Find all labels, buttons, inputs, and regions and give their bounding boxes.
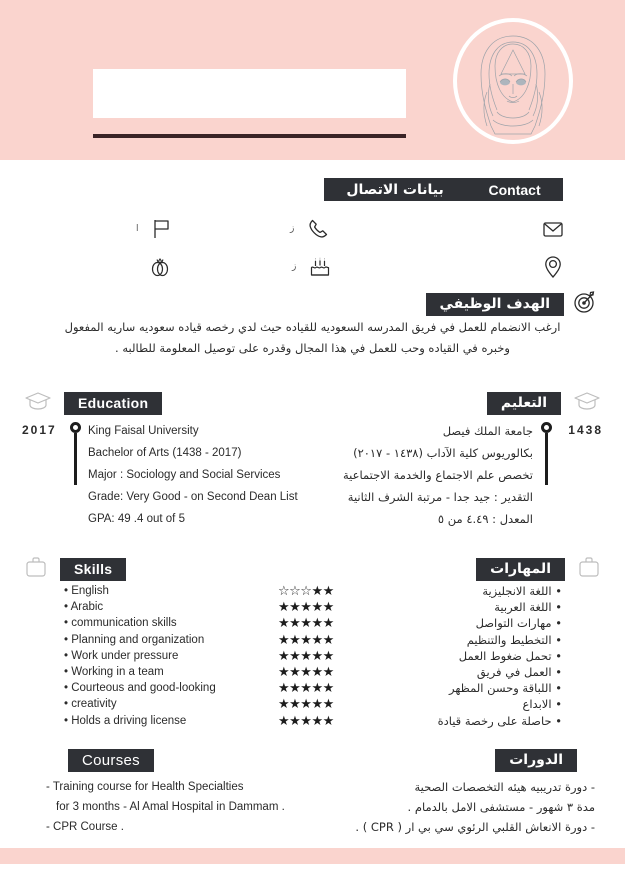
courses-title-en: Courses	[68, 749, 154, 772]
flag-icon[interactable]	[148, 216, 174, 242]
education-line: Grade: Very Good - on Second Dean List	[88, 491, 298, 503]
course-line: for 3 months - Al Amal Hospital in Dammam .	[56, 801, 285, 813]
wedding-rings-icon[interactable]	[147, 254, 173, 280]
course-line: - CPR Course .	[46, 821, 124, 833]
briefcase-icon	[24, 555, 48, 584]
skill-item-en: • Holds a driving license	[64, 714, 187, 727]
education-line: Major : Sociology and Social Services	[88, 469, 281, 481]
location-pin-icon[interactable]	[540, 254, 566, 280]
objective-line-2: وخبره في القياده وحب للعمل في هذا المجال وقدره على توصيل المعلومة للطالبه .	[115, 341, 510, 355]
skill-rating: ★★★★★	[278, 599, 334, 615]
graduation-cap-icon	[24, 390, 52, 417]
nationality-label: ا	[136, 224, 139, 234]
education-line: جامعة الملك فيصل	[442, 424, 533, 438]
education-heading	[0, 390, 625, 417]
education-line: Bachelor of Arts (1438 - 2017)	[88, 447, 242, 459]
education-year-en: 2017	[22, 423, 57, 437]
birthday-cake-icon[interactable]	[307, 254, 333, 280]
footer-band	[0, 848, 625, 864]
skill-item-en: • creativity	[64, 698, 117, 711]
objective-title-ar: الهدف الوظيفي	[426, 293, 565, 316]
education-line: GPA: 49 .4 out of 5	[88, 513, 185, 525]
skill-rating: ★★★★★	[278, 712, 334, 728]
birthdate-label: ز	[292, 262, 297, 272]
envelope-icon[interactable]	[540, 216, 566, 242]
skill-item-ar: • اللباقة وحسن المظهر	[449, 681, 562, 696]
briefcase-icon	[577, 555, 601, 584]
course-line: مدة ٣ شهور - مستشفى الامل بالدمام .	[407, 800, 595, 814]
skill-rating: ★★★★★	[278, 663, 334, 679]
education-title-ar: التعليم	[487, 392, 561, 415]
phone-icon[interactable]	[305, 216, 331, 242]
objective-text	[24, 317, 601, 359]
skill-item-ar: • اللغة الانجليزية	[482, 584, 562, 598]
skill-item-en: • Working in a team	[64, 666, 164, 679]
course-line: - Training course for Health Specialties	[46, 781, 244, 793]
skill-item-ar: • التخطيط والتنظيم	[466, 632, 562, 647]
skill-item-en: • communication skills	[64, 617, 177, 630]
courses-arabic	[330, 777, 595, 837]
timeline-marker	[70, 422, 82, 485]
skill-item-en: • Planning and organization	[64, 633, 205, 646]
skills-title-en: Skills	[60, 558, 126, 581]
skill-item-ar: • الابداع	[522, 697, 562, 712]
education-line: التقدير : جيد جدا - مرتبة الشرف الثانية	[347, 490, 533, 504]
objective-line-1: ارغب الانضمام للعمل في فريق المدرسه السعوديه للقياده حيث لدي رخصه قياده سعوديه ساريه المفعول	[64, 320, 561, 334]
skill-item-ar: • تحمل ضغوط العمل	[458, 648, 562, 663]
contact-section-banner	[324, 178, 563, 201]
education-line: تخصص علم الاجتماع والخدمة الاجتماعية	[343, 468, 533, 482]
objective-heading	[426, 289, 599, 320]
education-line: بكالوريوس كلية الآداب (١٤٣٨ - ٢٠١٧)	[353, 446, 533, 460]
phone-label: ز	[290, 224, 295, 234]
skill-rating: ★★★★★	[278, 696, 334, 712]
contact-title-ar: بيانات الاتصال	[346, 181, 444, 198]
skill-item-ar: • حاصلة على رخصة قيادة	[437, 713, 562, 728]
skill-item-en: • English	[64, 585, 109, 597]
skill-item-en: • Courteous and good-looking	[64, 682, 216, 695]
skills-list-english	[64, 583, 274, 729]
skill-rating: ☆☆☆★★	[278, 583, 334, 598]
skill-item-ar: • اللغة العربية	[494, 600, 562, 615]
education-line: المعدل : ٤.٤٩ من ٥	[437, 512, 533, 526]
contact-title-en: Contact	[488, 181, 541, 198]
skill-item-en: • Work under pressure	[64, 649, 179, 662]
skill-rating: ★★★★★	[278, 647, 334, 663]
education-title-en: Education	[64, 392, 162, 415]
name-underline	[93, 134, 406, 138]
skill-rating: ★★★★★	[278, 615, 334, 631]
target-icon	[572, 289, 598, 320]
name-field[interactable]	[93, 69, 406, 118]
education-line: King Faisal University	[88, 425, 199, 437]
timeline-marker	[541, 422, 553, 485]
avatar	[453, 18, 573, 144]
skill-item-ar: • العمل في فريق	[476, 665, 562, 680]
skills-rating-column	[278, 583, 348, 729]
skill-rating: ★★★★★	[278, 680, 334, 696]
courses-heading	[0, 749, 625, 772]
education-year-ar: 1438	[568, 423, 603, 437]
course-line: - دورة تدريبيه هيئه التخصصات الصحية	[414, 780, 595, 794]
skill-item-en: • Arabic	[64, 601, 104, 614]
skills-list-arabic	[390, 583, 562, 729]
skills-title-ar: المهارات	[476, 558, 565, 581]
contact-icon-grid	[0, 212, 625, 290]
woman-hijab-portrait-icon	[457, 22, 569, 140]
skills-heading	[0, 555, 625, 584]
courses-english	[46, 777, 326, 837]
header-band	[0, 0, 625, 160]
course-line: - دورة الانعاش القلبي الرئوي سي بي ار ( CPR ) .	[355, 820, 595, 834]
skill-item-ar: • مهارات التواصل	[475, 616, 562, 631]
skill-rating: ★★★★★	[278, 631, 334, 647]
courses-title-ar: الدورات	[495, 749, 577, 772]
graduation-cap-icon	[573, 390, 601, 417]
